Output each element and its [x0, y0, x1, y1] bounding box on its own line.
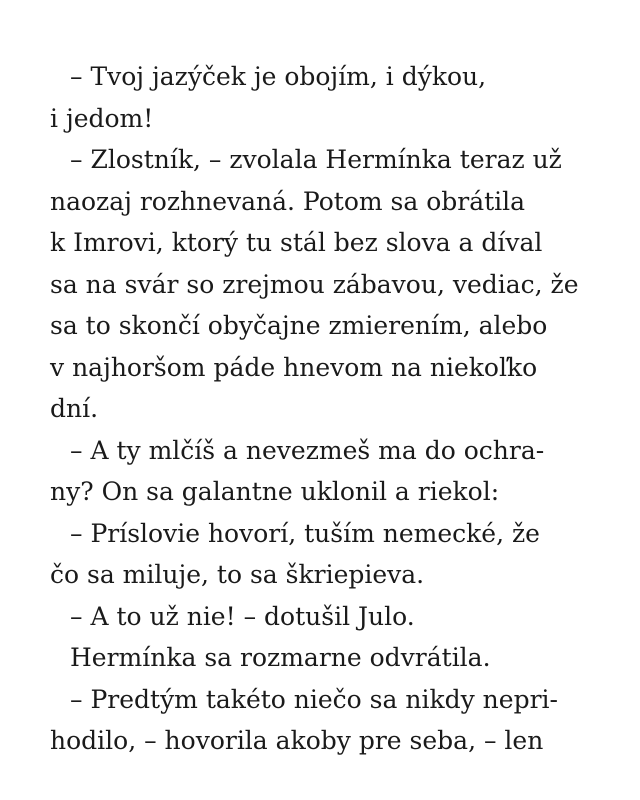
text-line: naozaj rozhnevaná. Potom sa obrátila: [50, 186, 526, 216]
text-line: hodilo, – hovorila akoby pre seba, – len: [50, 726, 544, 755]
text-line: v najhoršom páde hnevom na niekoľko: [50, 352, 538, 382]
text-line: – Zlostník, – zvolala Hermínka teraz už: [70, 145, 562, 174]
text-line: k Imrovi, ktorý tu stál bez slova a díval: [50, 228, 543, 257]
text-line: dní.: [50, 394, 99, 423]
text-line: sa na svár so zrejmou zábavou, vediac, že: [50, 269, 579, 299]
text-line: – A to už nie! – dotušil Julo.: [70, 601, 415, 631]
text-line: čo sa miluje, to sa škriepieva.: [50, 560, 425, 589]
text-line: i jedom!: [50, 103, 154, 133]
text-line: – Predtým takéto niečo sa nikdy nepri-: [70, 684, 558, 714]
text-line: ny? On sa galantne uklonil a riekol:: [50, 477, 500, 506]
text-line: Hermínka sa rozmarne odvrátila.: [70, 643, 491, 672]
text-line: sa to skončí obyčajne zmierením, alebo: [50, 311, 548, 340]
text-line: – Príslovie hovorí, tuším nemecké, že: [70, 518, 540, 548]
text-line: – A ty mlčíš a nevezmeš ma do ochra-: [70, 435, 545, 465]
text-line: – Tvoj jazýček je obojím, i dýkou,: [70, 62, 487, 91]
